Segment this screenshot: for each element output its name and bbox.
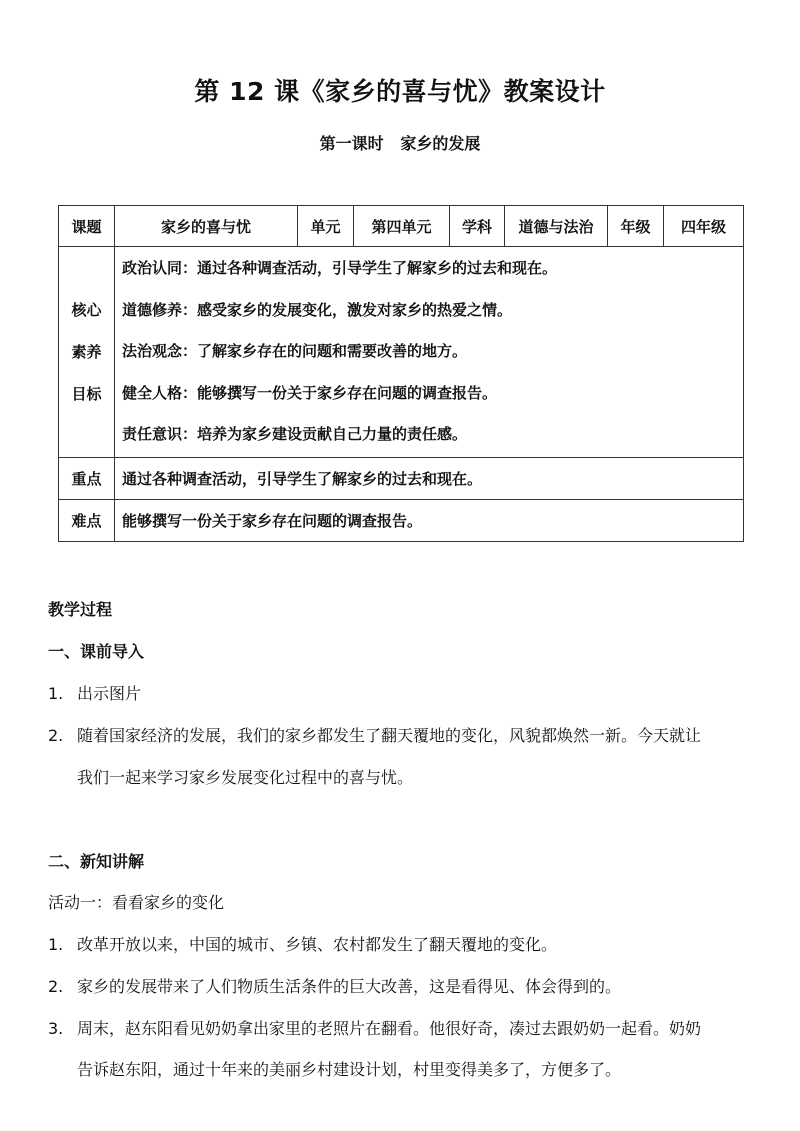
core-goals-label-line: 素养 (71, 343, 102, 361)
list-item-number: 1. (48, 684, 64, 703)
section2-heading: 二、新知讲解 (48, 852, 145, 871)
table-row (59, 206, 744, 247)
list-item (48, 723, 701, 746)
goal-moral-cultivation: 道德修养：感受家乡的发展变化，激发对家乡的热爱之情。 (122, 300, 513, 319)
subject-label: 学科 (450, 206, 505, 247)
list-item (48, 1016, 701, 1039)
goal-responsibility: 责任意识：培养为家乡建设贡献自己力量的责任感。 (122, 425, 468, 444)
list-item-text: 出示图片 (77, 684, 142, 703)
core-goals-label-line: 核心 (71, 301, 102, 319)
list-item (48, 681, 141, 704)
list-item-continuation: 告诉赵东阳，通过十年来的美丽乡村建设计划，村里变得美多了，方便多了。 (77, 1060, 622, 1079)
table-row (59, 458, 744, 500)
table-row (59, 247, 744, 458)
lesson-info-table (58, 205, 744, 542)
grade-label: 年级 (608, 206, 664, 247)
document-subtitle: 第一课时 家乡的发展 (319, 134, 481, 153)
difficulty-value: 能够撰写一份关于家乡存在问题的调查报告。 (115, 500, 744, 542)
list-item-number: 1. (48, 935, 64, 954)
core-goals-content (115, 247, 744, 458)
list-item-number: 2. (48, 977, 64, 996)
topic-label: 课题 (59, 206, 115, 247)
list-item (48, 932, 557, 955)
goal-sound-personality: 健全人格：能够撰写一份关于家乡存在问题的调查报告。 (122, 383, 498, 402)
list-item-text: 随着国家经济的发展，我们的家乡都发生了翻天覆地的变化，风貌都焕然一新。今天就让 (77, 726, 702, 745)
goal-rule-of-law: 法治观念：了解家乡存在的问题和需要改善的地方。 (122, 342, 468, 361)
list-item-text: 家乡的发展带来了人们物质生活条件的巨大改善，这是看得见、体会得到的。 (77, 977, 622, 996)
core-goals-label (59, 247, 115, 458)
grade-value: 四年级 (664, 206, 744, 247)
list-item-number: 2. (48, 726, 64, 745)
list-item (48, 974, 621, 997)
difficulty-label: 难点 (59, 500, 115, 542)
key-point-value: 通过各种调查活动，引导学生了解家乡的过去和现在。 (115, 458, 744, 500)
section1-heading: 一、课前导入 (48, 642, 145, 661)
goal-political-identity: 政治认同：通过各种调查活动，引导学生了解家乡的过去和现在。 (122, 259, 558, 278)
core-goals-label-line: 目标 (71, 385, 102, 403)
list-item-text: 改革开放以来，中国的城市、乡镇、农村都发生了翻天覆地的变化。 (77, 935, 558, 954)
activity-heading: 活动一：看看家乡的变化 (48, 893, 225, 912)
key-point-label: 重点 (59, 458, 115, 500)
list-item-number: 3. (48, 1019, 64, 1038)
list-item-continuation: 我们一起来学习家乡发展变化过程中的喜与忧。 (77, 768, 414, 787)
unit-label: 单元 (298, 206, 354, 247)
topic-value: 家乡的喜与忧 (115, 206, 298, 247)
table-row (59, 500, 744, 542)
subject-value: 道德与法治 (505, 206, 608, 247)
process-heading: 教学过程 (48, 600, 113, 619)
document-title: 第 12 课《家乡的喜与忧》教案设计 (194, 77, 606, 106)
unit-value: 第四单元 (354, 206, 450, 247)
list-item-text: 周末，赵东阳看见奶奶拿出家里的老照片在翻看。他很好奇，凑过去跟奶奶一起看。奶奶 (77, 1019, 702, 1038)
